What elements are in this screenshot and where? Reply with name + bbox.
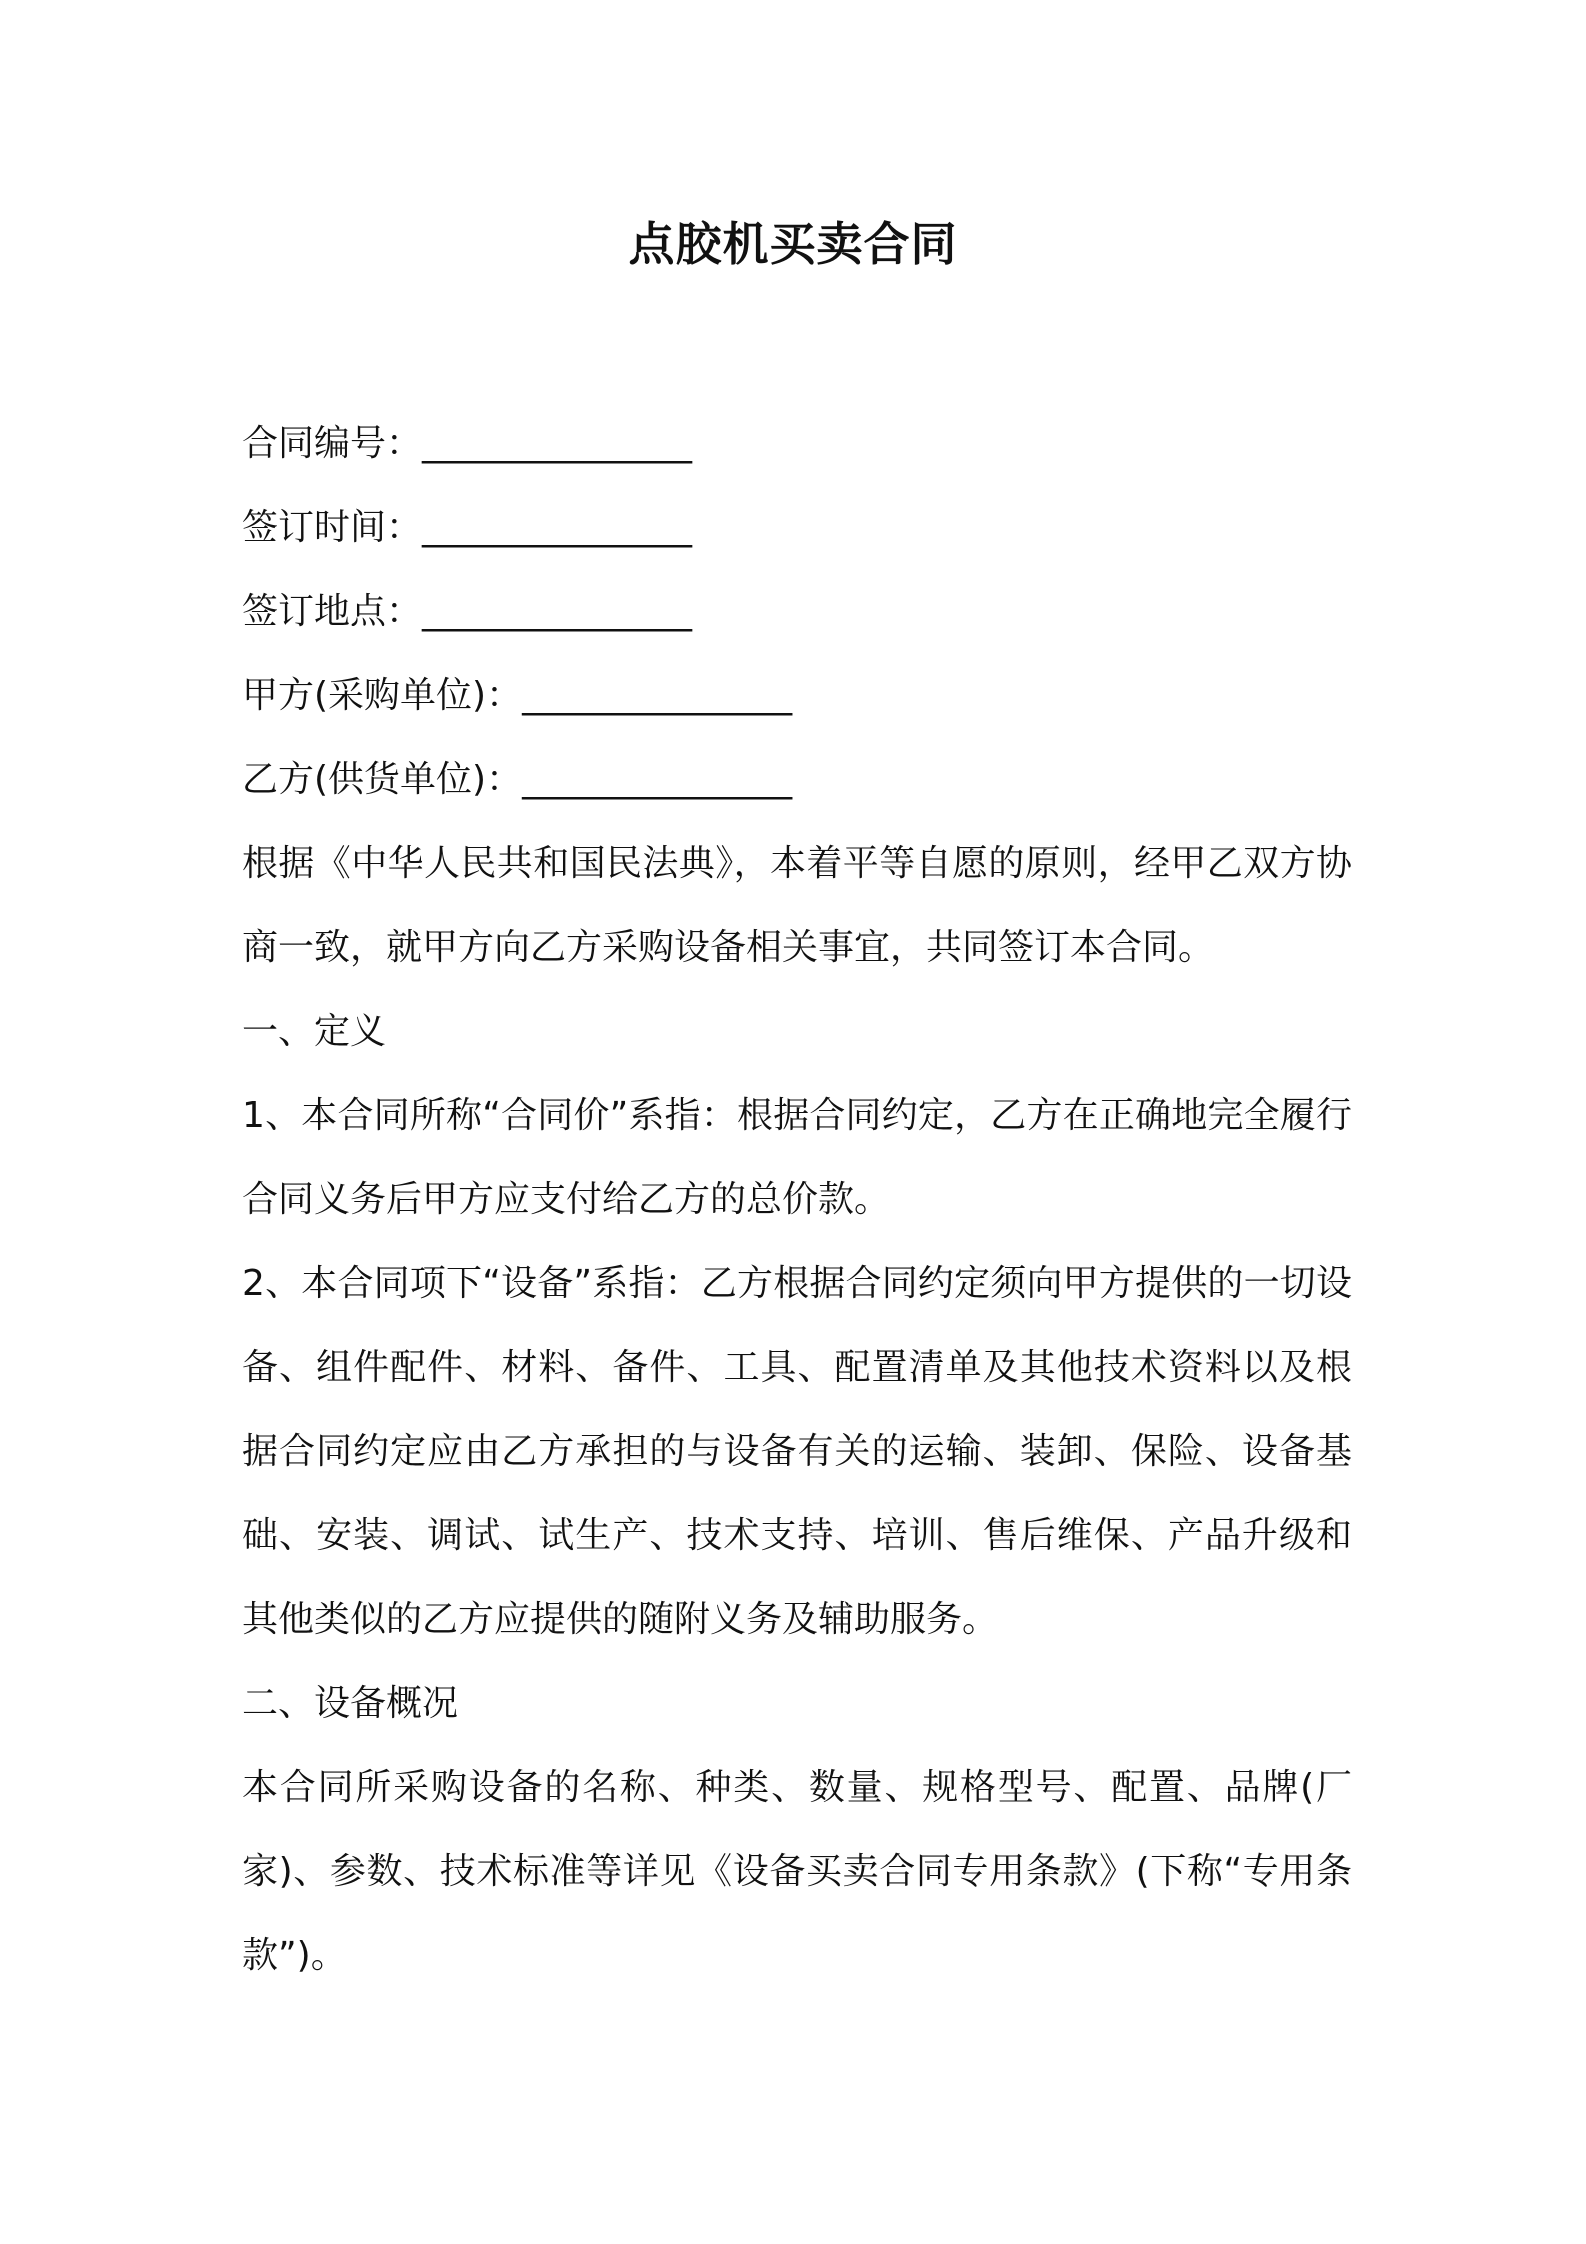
field-party-a [242,654,1352,738]
equipment-overview-paragraph: 本合同所采购设备的名称、种类、数量、规格型号、配置、品牌(厂家)、参数、技术标准等详见《设备买卖合同专用条款》(下称“专用条款”)。 [242,1767,1352,1976]
field-blank: _______________ [422,423,693,464]
field-contract-number [242,402,1352,486]
field-blank: _______________ [522,759,793,800]
field-label: 甲方(采购单位)： [242,675,523,716]
clause-equipment: 2、本合同项下“设备”系指：乙方根据合同约定须向甲方提供的一切设备、组件配件、材料、备件、工具、配置清单及其他技术资料以及根据合同约定应由乙方承担的与设备有关的运输、装卸、保险、设备基础、安装、调试、试生产、技术支持、培训、售后维保、产品升级和其他类似的乙方应提供的随附义务及辅助服务。 [242,1263,1352,1640]
field-label: 签订时间： [242,507,423,548]
section-heading-equipment-overview: 二、设备概况 [242,1683,459,1724]
document-body [242,402,1352,1998]
clause-contract-price: 1、本合同所称“合同价”系指：根据合同约定，乙方在正确地完全履行合同义务后甲方应支付给乙方的总价款。 [242,1095,1352,1220]
field-signing-place [242,570,1352,654]
intro-paragraph: 根据《中华人民共和国民法典》，本着平等自愿的原则，经甲乙双方协商一致，就甲方向乙方采购设备相关事宜，共同签订本合同。 [242,843,1352,968]
field-label: 签订地点： [242,591,423,632]
field-blank: _______________ [422,591,693,632]
section-heading-definitions: 一、定义 [242,1011,387,1052]
field-blank: _______________ [522,675,793,716]
field-blank: _______________ [422,507,693,548]
field-label: 乙方(供货单位)： [242,759,523,800]
document-title: 点胶机买卖合同 [628,217,958,271]
field-signing-time [242,486,1352,570]
field-label: 合同编号： [242,423,423,464]
field-party-b [242,738,1352,822]
